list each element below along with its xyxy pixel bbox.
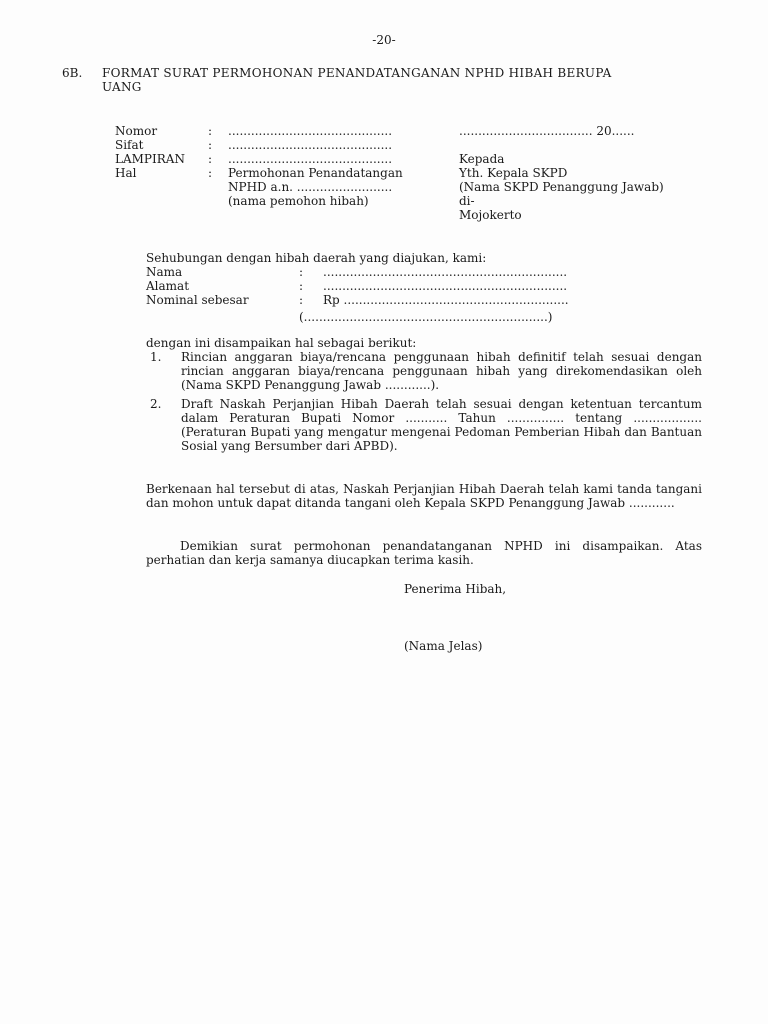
colon: : <box>299 293 304 307</box>
nomor-field: ........................................... <box>228 124 393 138</box>
statements-intro: dengan ini disampaikan hal sebagai berikut: <box>146 336 417 350</box>
section-code: 6B. <box>62 66 83 80</box>
colon: : <box>208 166 213 180</box>
sifat-label: Sifat <box>115 138 144 152</box>
nama-label: Nama <box>146 265 183 279</box>
hal-field-line3: (nama pemohon hibah) <box>228 194 369 208</box>
colon: : <box>208 152 213 166</box>
colon: : <box>208 124 213 138</box>
date-line: ................................... 20...... <box>459 124 635 138</box>
list-item-text: Rincian anggaran biaya/rencana penggunaan hibah definitif telah sesuai dengan rincian anggaran biaya/rencana penggunaan hibah yang direkomendasikan oleh (Nama SKPD Penanggung Jawab ............). <box>181 350 702 392</box>
alamat-label: Alamat <box>146 279 190 293</box>
list-item-text: Draft Naskah Perjanjian Hibah Daerah telah sesuai dengan ketentuan tercantum dalam Peraturan Bupati Nomor ........... Tahun ............... tentang .................. (Peraturan Bupati yang mengatur mengenai Pedoman Pemberian Hibah dan Bantuan Sosial yang Bersumber dari APBD). <box>181 397 702 453</box>
nominal-field: Rp ........................................................... <box>323 293 569 307</box>
section-title: FORMAT SURAT PERMOHONAN PENANDATANGANAN NPHD HIBAH BERUPA <box>102 66 612 80</box>
nominal-words-field: (................................................................) <box>299 310 553 324</box>
nama-field: ................................................................ <box>323 265 568 279</box>
intro-sentence: Sehubungan dengan hibah daerah yang diajukan, kami: <box>146 251 487 265</box>
lampiran-field: ........................................... <box>228 152 393 166</box>
section-title-continued: UANG <box>102 80 142 94</box>
nomor-label: Nomor <box>115 124 158 138</box>
paragraph-berkenaan: Berkenaan hal tersebut di atas, Naskah Perjanjian Hibah Daerah telah kami tanda tangani dan mohon untuk dapat ditanda tangani oleh Kepala SKPD Penanggung Jawab ............ <box>146 482 702 510</box>
colon: : <box>299 279 304 293</box>
recipient-line: Mojokerto <box>459 208 522 222</box>
colon: : <box>208 138 213 152</box>
recipient-line: (Nama SKPD Penanggung Jawab) <box>459 180 664 194</box>
list-number: 2. <box>150 397 162 411</box>
recipient-line: Kepada <box>459 152 505 166</box>
paragraph-demikian: Demikian surat permohonan penandatanganan NPHD ini disampaikan. Atas perhatian dan kerja samanya diucapkan terima kasih. <box>146 539 702 567</box>
list-number: 1. <box>150 350 162 364</box>
hal-field-line2: NPHD a.n. ......................... <box>228 180 393 194</box>
hal-label: Hal <box>115 166 137 180</box>
recipient-line: di- <box>459 194 475 208</box>
hal-field-line1: Permohonan Penandatangan <box>228 166 403 180</box>
alamat-field: ................................................................ <box>323 279 568 293</box>
signature-name: (Nama Jelas) <box>404 639 483 653</box>
lampiran-label: LAMPIRAN <box>115 152 185 166</box>
colon: : <box>299 265 304 279</box>
signature-title: Penerima Hibah, <box>404 582 507 596</box>
nominal-label: Nominal sebesar <box>146 293 249 307</box>
recipient-line: Yth. Kepala SKPD <box>459 166 568 180</box>
sifat-field: ........................................... <box>228 138 393 152</box>
page-number: -20- <box>372 33 396 47</box>
